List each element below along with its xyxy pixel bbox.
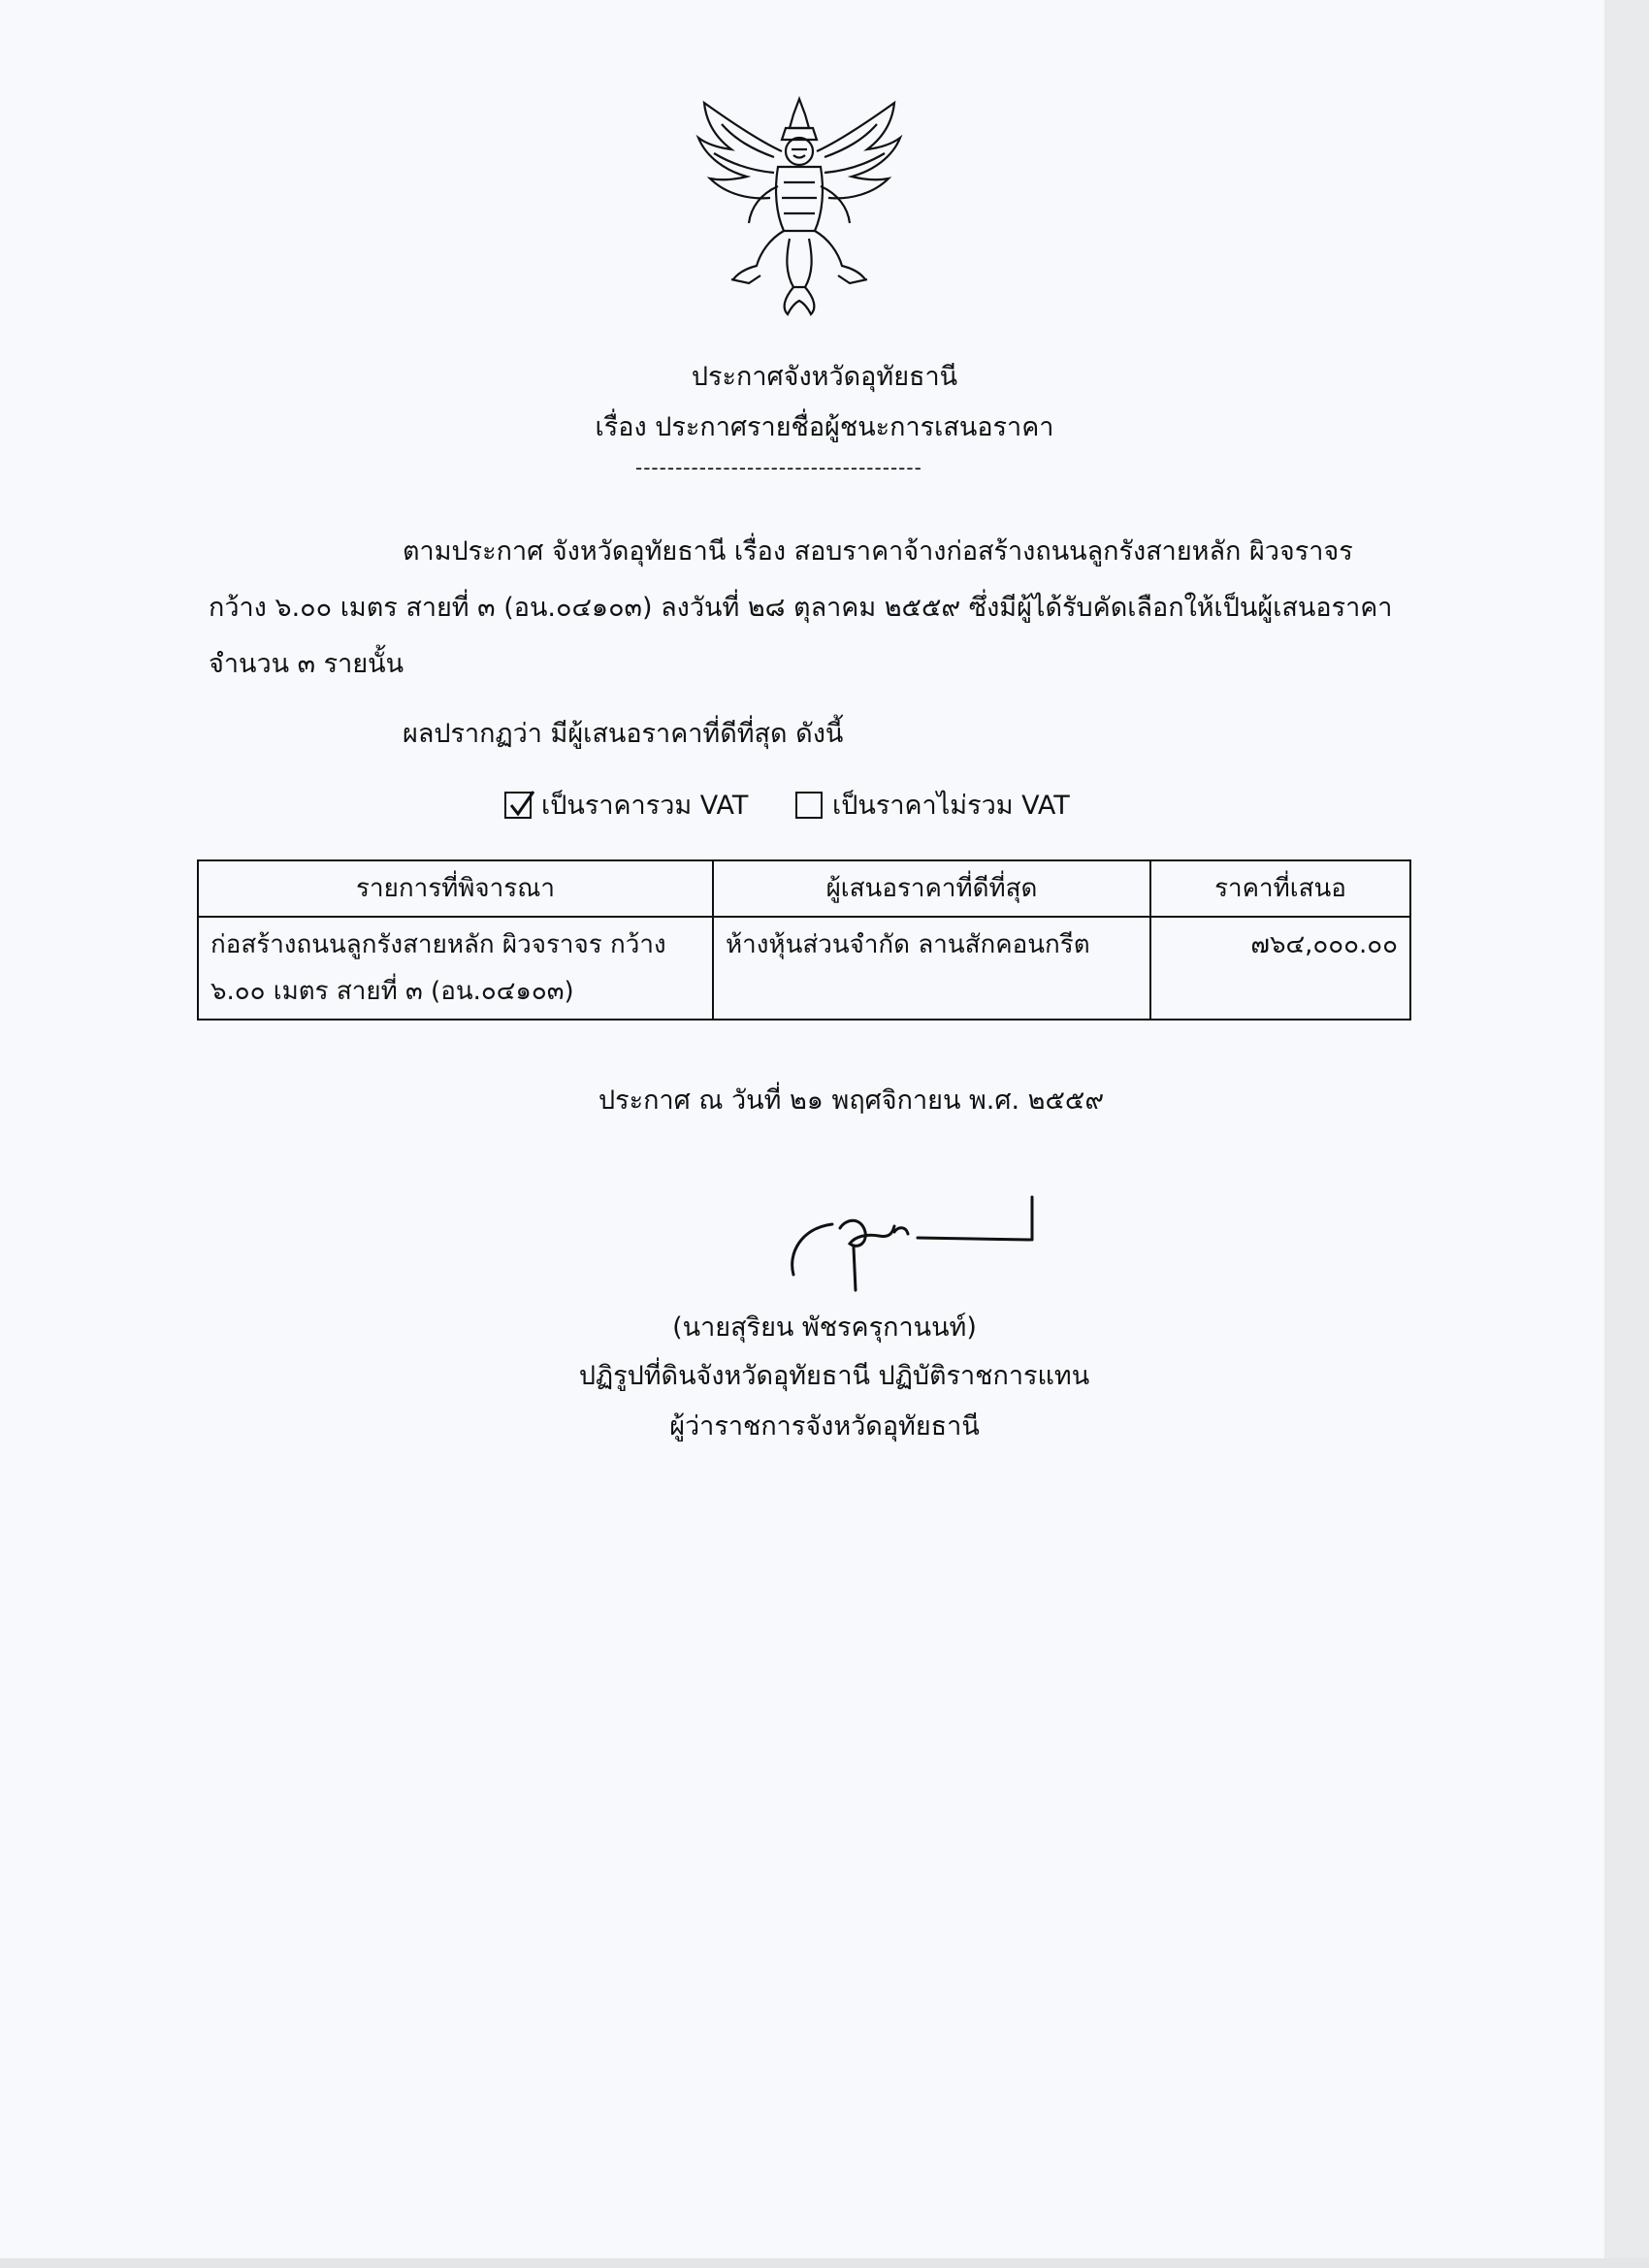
- cell-price: ๗๖๔,๐๐๐.๐๐: [1150, 917, 1410, 1020]
- signatory-on-behalf: ผู้ว่าราชการจังหวัดอุทัยธานี: [669, 1411, 980, 1442]
- table-row: [198, 917, 1410, 1020]
- column-header-price: ราคาที่เสนอ: [1150, 860, 1410, 917]
- vat-included-option: [504, 784, 748, 826]
- cell-bidder: ห้างหุ้นส่วนจำกัด ลานสักคอนกรีต: [713, 917, 1150, 1020]
- announcement-title: ประกาศจังหวัดอุทัยธานี: [691, 362, 958, 392]
- vat-excluded-option: [795, 784, 1070, 826]
- announcement-date: ประกาศ ณ วันที่ ๒๑ พฤศจิกายน พ.ศ. ๒๕๕๙: [598, 1085, 1105, 1116]
- empty-box-icon: [795, 792, 823, 819]
- cell-item: ก่อสร้างถนนลูกรังสายหลัก ผิวจราจร กว้าง ๖.๐๐ เมตร สายที่ ๓ (อน.๐๔๑๐๓): [198, 917, 713, 1020]
- result-intro: ผลปรากฏว่า มีผู้เสนอราคาที่ดีที่สุด ดังนี้: [403, 719, 844, 749]
- scan-edge-bottom: [0, 2258, 1649, 2268]
- vat-excluded-label: เป็นราคาไม่รวม VAT: [832, 791, 1070, 821]
- checked-box-icon: [504, 792, 532, 819]
- body-paragraph-text: ตามประกาศ จังหวัดอุทัยธานี เรื่อง สอบราคาจ้างก่อสร้างถนนลูกรังสายหลัก ผิวจราจร กว้าง ๖.๐๐ เมตร สายที่ ๓ (อน.๐๔๑๐๓) ลงวันที่ ๒๘ ตุลาคม ๒๕๕๙ ซึ่งมีผู้ได้รับคัดเลือกให้เป็นผู้เสนอราคาจำนวน ๓ รายนั้น: [209, 536, 1393, 679]
- title-separator: ------------------------------------: [635, 456, 922, 479]
- table-header-row: [198, 860, 1410, 917]
- signature-icon: [772, 1193, 1063, 1300]
- signatory-position: ปฏิรูปที่ดินจังหวัดอุทัยธานี ปฏิบัติราชการแทน: [578, 1361, 1090, 1391]
- scan-edge: [1604, 0, 1649, 2268]
- vat-included-label: เป็นราคารวม VAT: [541, 791, 749, 821]
- announcement-subject: เรื่อง ประกาศรายชื่อผู้ชนะการเสนอราคา: [595, 412, 1054, 442]
- column-header-item: รายการที่พิจารณา: [198, 860, 713, 917]
- column-header-bidder: ผู้เสนอราคาที่ดีที่สุด: [713, 860, 1150, 917]
- garuda-emblem-icon: [693, 93, 906, 318]
- signatory-name: (นายสุริยน พัชรครุกานนท์): [672, 1312, 977, 1343]
- result-table: [197, 859, 1411, 1021]
- body-paragraph: [209, 524, 1411, 693]
